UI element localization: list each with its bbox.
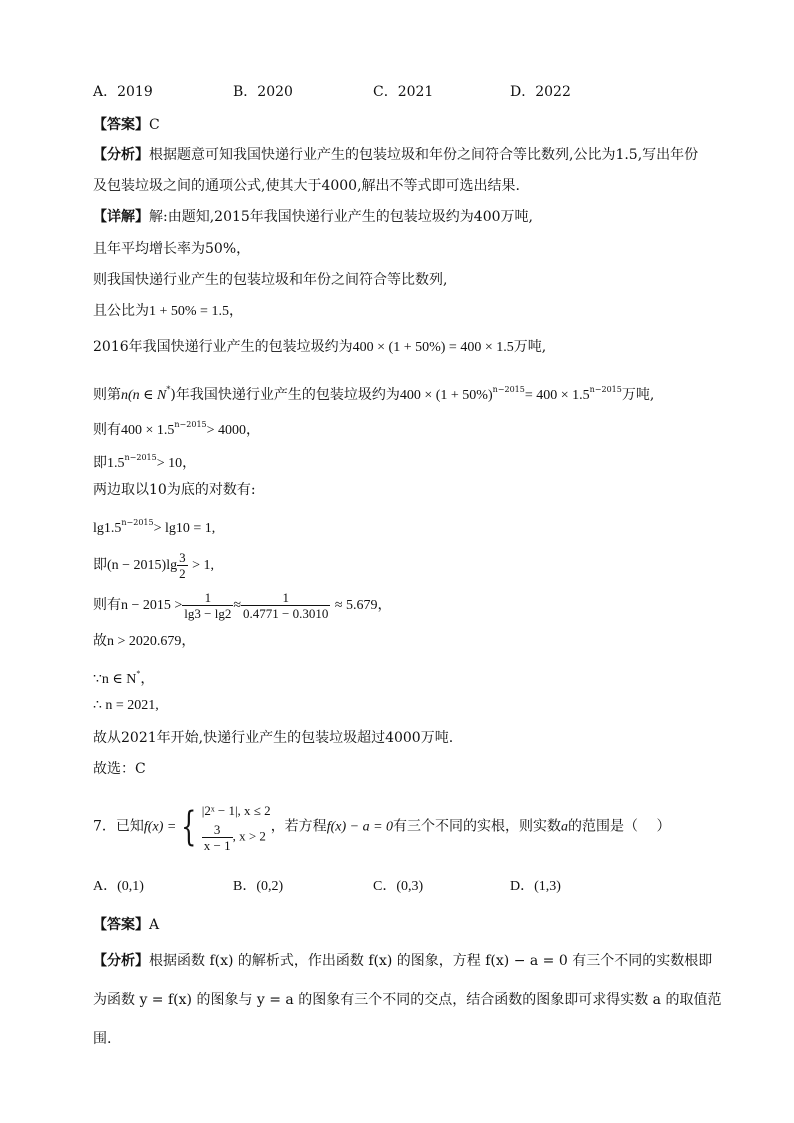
q6-line12 xyxy=(93,588,392,623)
numerator: 1 xyxy=(182,590,233,606)
q6-line17 xyxy=(93,760,146,778)
q7-option-c: C．(0,3) xyxy=(373,879,424,894)
analysis-text: 根据题意可知我国快递行业产生的包装垃圾和年份之间符合等比数列,公比为1.5,写出年份 xyxy=(149,147,699,163)
sup: n−2015 xyxy=(492,385,525,394)
detail-label: 【详解】 xyxy=(93,209,149,225)
q6-line11 xyxy=(93,548,214,583)
detail-text: 解:由题知,2015年我国快递行业产生的包装垃圾约为400万吨, xyxy=(149,209,533,225)
numerator: 3 xyxy=(202,822,233,838)
math: 400 × (1 + 50%) = 400 × 1.5 xyxy=(352,340,514,355)
math: > 4000， xyxy=(206,423,261,438)
q6-line15: ∴ n = 2021, xyxy=(93,698,159,713)
analysis-label: 【分析】 xyxy=(93,147,149,163)
q7-analysis-line1 xyxy=(93,952,712,970)
q7-analysis-line2: 为函数 y = f(x) 的图象与 y = a 的图象有三个不同的交点，结合函数的图象即可求得实数 a 的取值范 xyxy=(93,992,722,1008)
sup: n−2015 xyxy=(121,518,154,527)
text: 的范围是（ ） xyxy=(568,818,671,835)
sup: n−2015 xyxy=(589,385,622,394)
text: )年我国快递行业产生的包装垃圾约为 xyxy=(170,387,400,403)
analysis-text: 根据函数 f(x) 的解析式，作出函数 f(x) 的图象，方程 f(x) − a = 0 有三个不同的实数根即 xyxy=(149,953,713,969)
q7-analysis-line3: 围. xyxy=(93,1031,112,1047)
option-d: D．2022 xyxy=(510,84,571,100)
q6-line2: 且年平均增长率为50%， xyxy=(93,241,251,257)
denominator: 2 xyxy=(179,565,186,581)
q7-option-d: D．(1,3) xyxy=(510,879,561,894)
answer-value: A xyxy=(149,917,160,933)
math: 400 × (1 + 50%) xyxy=(399,388,493,403)
denominator: 0.4771 − 0.3010 xyxy=(243,605,329,621)
denominator: lg3 − lg2 xyxy=(184,605,232,621)
q7-option-a: A．(0,1) xyxy=(93,879,144,894)
math: 1.5 xyxy=(107,456,125,471)
math: (n − 2015)lg xyxy=(107,558,178,573)
q6-line16: 故从2021年开始,快递行业产生的包装垃圾超过4000万吨. xyxy=(93,730,454,746)
math: 1 + 50% = 1.5， xyxy=(149,304,243,319)
text: 即 xyxy=(93,557,107,573)
q6-analysis-line2: 及包装垃圾之间的通项公式,使其大于4000,解出不等式即可选出结果. xyxy=(93,178,520,194)
text: 故选： xyxy=(93,761,135,777)
q7-stem xyxy=(93,800,670,852)
math: ∵n ∈ N xyxy=(93,672,137,687)
sup: n−2015 xyxy=(174,420,207,429)
q6-line13: 故n > 2020.679， xyxy=(93,634,196,649)
math: > lg10 = 1, xyxy=(153,521,216,536)
question-number: 7．已知 xyxy=(93,818,144,835)
q7-option-b: B．(0,2) xyxy=(233,879,284,894)
sup: * xyxy=(166,385,171,394)
text: 则有 xyxy=(93,422,121,438)
math: 400 × 1.5 xyxy=(121,423,175,438)
text: 万吨, xyxy=(621,387,655,403)
text: C xyxy=(135,761,146,777)
text: 2016年我国快递行业产生的包装垃圾约为 xyxy=(93,339,353,355)
math: a xyxy=(561,819,569,835)
case-2 xyxy=(202,822,271,853)
q6-line8 xyxy=(93,449,196,473)
numerator: 3 xyxy=(179,549,186,565)
math: n − 2015 > xyxy=(121,598,183,613)
numerator: 1 xyxy=(241,590,330,606)
math: f(x) = xyxy=(143,819,177,835)
text: 则第 xyxy=(93,387,121,403)
math: lg1.5 xyxy=(93,521,122,536)
condition: , x > 2 xyxy=(232,828,266,844)
piecewise-cases xyxy=(202,800,271,853)
text: 有三个不同的实根，则实数 xyxy=(393,818,562,835)
math: n(n ∈ N xyxy=(121,388,167,403)
math: > 10， xyxy=(156,456,197,471)
answer-value: C xyxy=(149,117,160,133)
math: ， xyxy=(140,672,155,687)
answer-label: 【答案】 xyxy=(93,917,149,933)
text: 且公比为 xyxy=(93,303,149,319)
math: f(x) − a = 0 xyxy=(326,819,394,835)
q7-answer xyxy=(93,916,159,934)
q6-line9: 两边取以10为底的对数有: xyxy=(93,482,256,498)
text: 万吨, xyxy=(513,339,547,355)
sup: n−2015 xyxy=(124,453,157,462)
q6-line4 xyxy=(93,302,243,321)
fraction xyxy=(182,590,233,621)
option-c: C．2021 xyxy=(373,84,434,100)
math: ≈ xyxy=(233,598,242,613)
q6-line6 xyxy=(93,381,654,405)
q6-detail-line1 xyxy=(93,208,533,226)
q6-line10 xyxy=(93,514,215,538)
brace: { xyxy=(181,803,197,850)
analysis-label: 【分析】 xyxy=(93,953,149,969)
fraction xyxy=(241,590,330,621)
text: 即 xyxy=(93,455,107,471)
q6-answer xyxy=(93,116,160,134)
text: 则有 xyxy=(93,597,121,613)
q6-line3: 则我国快递行业产生的包装垃圾和年份之间符合等比数列, xyxy=(93,272,448,288)
math: > 1, xyxy=(192,558,214,573)
q6-line7 xyxy=(93,416,260,440)
math: ≈ 5.679， xyxy=(334,598,392,613)
denominator: x − 1 xyxy=(203,838,231,853)
case-1: |2ˣ − 1|, x ≤ 2 xyxy=(201,803,271,818)
fraction xyxy=(177,550,188,581)
text: ，若方程 xyxy=(270,818,327,835)
q6-line5 xyxy=(93,338,546,357)
answer-label: 【答案】 xyxy=(93,117,149,133)
math: = 400 × 1.5 xyxy=(524,388,590,403)
sup: * xyxy=(136,669,141,678)
q6-analysis-line1 xyxy=(93,146,698,164)
option-a: A．2019 xyxy=(93,84,153,100)
q6-line14 xyxy=(93,665,154,689)
option-b: B．2020 xyxy=(233,84,293,100)
